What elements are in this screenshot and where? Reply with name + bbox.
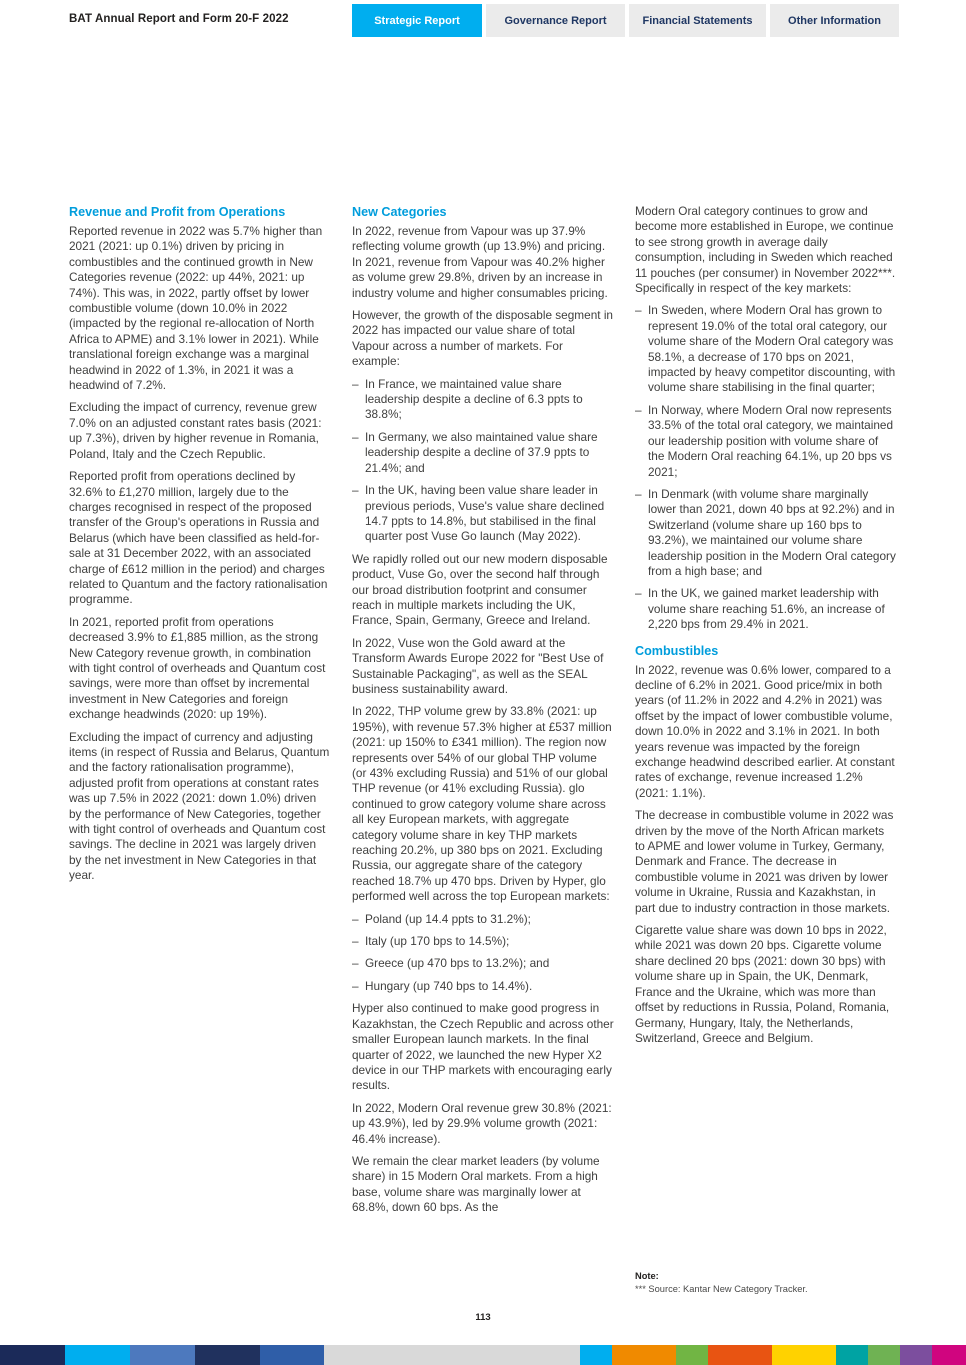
color-bar-segment (868, 1345, 900, 1365)
bullet-text: Hungary (up 740 bps to 14.4%). (365, 978, 533, 993)
bullet-text: Italy (up 170 bps to 14.5%); (365, 934, 510, 949)
paragraph: In 2022, THP volume grew by 33.8% (2021: up 195%), with revenue 57.3% higher at £537 million (2021: up 150% to £341 million). The region now represents over 54% of our global THP volume (or 43% excluding Russia) and 51% of our global THP revenue (or 41% excluding Russia). glo continued to grow category volume share across all key European markets, with aggregate category volume share in key THP markets reaching 20.2%, up 380 bps on 2021. Excluding Russia, our aggregate share of the category reached 18.7% up 470 bps. Driven by Hyper, glo performed well across the top European markets: (352, 704, 612, 904)
paragraph: Modern Oral category continues to grow and become more established in Europe, we continue to see strong growth in average daily consumption, including in Sweden which reached 11 pouches (per consumer) in November 2022***. Specifically in respect of the key markets: (635, 204, 896, 296)
color-bar-segment (260, 1345, 324, 1365)
paragraph: However, the growth of the disposable segment in 2022 has impacted our value share of total Vapour across a number of markets. For example: (352, 308, 613, 369)
footnote-label: Note: (635, 1271, 659, 1281)
paragraph: Reported profit from operations declined by 32.6% to £1,270 million, largely due to the charges recognised in respect of the proposed transfer of the Group's operations in Russia and Belarus (which have been classified as held-for-sale at 31 December 2022, with an associated charge of £612 million in the period) and charges related to Quantum and the factory rationalisation programme. (69, 469, 328, 607)
paragraph: Excluding the impact of currency and adjusting items (in respect of Russia and Belarus, Quantum and the factory rationalisation programme), adjusted profit from operations at constant rates was up 7.5% in 2022 (2021: down 1.0%) driven by the performance of New Categories, together with tight control of overheads and Quantum cost savings. The decline in 2021 was largely driven by the net investment in New Categories in that year. (69, 729, 330, 883)
color-bar-segment (676, 1345, 708, 1365)
bullet-dash: – (352, 911, 359, 926)
color-bar-segment (708, 1345, 772, 1365)
bullet-dash: – (635, 402, 642, 417)
bullet-dash: – (635, 586, 642, 601)
paragraph: In 2022, Vuse won the Gold award at the Transform Awards Europe 2022 for "Best Use of Sustainable Packaging", as well as the SEAL business sustainability award. (352, 635, 604, 696)
color-bar-segment (0, 1345, 65, 1365)
main-content (69, 204, 897, 1223)
tab-strategic-report[interactable]: Strategic Report (352, 4, 482, 37)
bullet-text: In Sweden, where Modern Oral has grown to represent 19.0% of the total oral category, our volume share of the Modern Oral category was 58.1%, a decrease of 170 bps on 2021, impacted by heavy competitor discounting, with volume share stabilising in the final quarter; (648, 303, 896, 395)
section-heading: Combustibles (635, 643, 719, 658)
color-bar-segment (324, 1345, 580, 1365)
paragraph: In 2022, revenue from Vapour was up 37.9% reflecting volume growth (up 13.9%) and pricing. In 2021, revenue from Vapour was 40.2% higher as volume grew 29.8%, driven by an increase in industry volume and higher consumables pricing. (352, 224, 608, 300)
bullet-item (635, 586, 897, 632)
bullet-dash: – (352, 376, 359, 391)
bullet-item (352, 934, 614, 949)
bullet-item (352, 483, 614, 545)
bullet-item (635, 487, 897, 579)
bullet-text: In Germany, we also maintained value share leadership despite a decline of 37.9 ppts to 21.4%; and (365, 429, 598, 475)
paragraph: Reported revenue in 2022 was 5.7% higher than 2021 (2021: up 0.1%) driven by pricing in combustibles and the continued growth in New Categories revenue (2022: up 44%, 2021: up 74%). This was, in 2022, partly offset by lower combustible volume (down 10.0% in 2022 (impacted by the regional re-allocation of North Africa to APME) and 3.1% lower in 2021). While translational foreign exchange was a marginal headwind in 2022 of 1.3%, in 2021 it was a headwind of 7.2%. (69, 224, 323, 393)
paragraph: In 2022, Modern Oral revenue grew 30.8% (2021: up 43.9%), led by 29.9% volume growth (2021: 46.4% increase). (352, 1100, 612, 1146)
bullet-item (635, 403, 897, 480)
column-2 (352, 204, 614, 1223)
bullet-dash: – (352, 429, 359, 444)
bullet-dash: – (352, 956, 359, 971)
section-heading: Revenue and Profit from Operations (69, 205, 286, 219)
paragraph: Excluding the impact of currency, revenue grew 7.0% on an adjusted constant rates basis (2021: up 7.3%), driven by higher revenue in Romania, Poland, Italy and the Czech Republic. (69, 400, 322, 461)
footnote-text: *** Source: Kantar New Category Tracker. (635, 1283, 808, 1294)
bullet-dash: – (352, 934, 359, 949)
color-bar-segment (612, 1345, 676, 1365)
color-bar-segment (580, 1345, 612, 1365)
page-number: 113 (475, 1312, 491, 1323)
bullet-dash: – (352, 978, 359, 993)
paragraph: The decrease in combustible volume in 2022 was driven by the move of the North African markets to APME and lower volume in Turkey, Germany, Denmark and France. The decrease in combustible volume in 2021 was driven by lower volume in Ukraine, Russia and Kazakhstan, in part due to industry contraction in those markets. (635, 808, 894, 915)
color-bar-segment (195, 1345, 260, 1365)
tab-other-information[interactable]: Other Information (770, 4, 899, 37)
column-3 (635, 204, 897, 1223)
bullet-text: In Norway, where Modern Oral now represents 33.5% of the total oral category, we maintained our leadership position with volume share of the Modern Oral reaching 64.1%, up 20 bps vs 2021; (648, 402, 894, 479)
header-tabs (352, 4, 899, 37)
color-bar-segment (900, 1345, 932, 1365)
bullet-dash: – (635, 486, 642, 501)
bullet-item (635, 303, 897, 395)
column-1 (69, 204, 331, 1223)
bullet-text: In the UK, having been value share leader in previous periods, Vuse's value share declined 14.7 ppts to 14.8%, but stabilised in the final quarter post Vuse Go launch (May 2022). (365, 483, 605, 544)
footer-color-bar (0, 1345, 966, 1365)
paragraph: We remain the clear market leaders (by volume share) in 15 Modern Oral markets. From a high base, volume share was marginally lower at 68.8%, down 60 bps. As the (352, 1153, 600, 1215)
bullet-dash: – (635, 303, 642, 318)
bullet-text: In Denmark (with volume share marginally lower than 2021, down 40 bps at 92.2%) and in Switzerland (volume share up 160 bps to 93.2%), we maintained our volume share leadership position in the Modern Oral category from a high base; and (648, 486, 896, 578)
bullet-item (352, 377, 614, 423)
bullet-item (352, 912, 614, 927)
bullet-item (352, 979, 614, 994)
color-bar-segment (130, 1345, 195, 1365)
color-bar-segment (836, 1345, 868, 1365)
bullet-item (352, 430, 614, 476)
paragraph: Cigarette value share was down 10 bps in 2022, while 2021 was down 20 bps. Cigarette volume share declined 20 bps (2021: down 30 bps) with volume share up in Spain, the UK, Denmark, France and the Ukraine, which was more than offset by reductions in Russia, Poland, Romania, Germany, Hungary, Italy, the Netherlands, Switzerland, Greece and Belgium. (635, 923, 890, 1045)
report-title: BAT Annual Report and Form 20-F 2022 (69, 13, 289, 25)
footnote (635, 1270, 897, 1295)
bullet-text: In France, we maintained value share leadership despite a decline of 6.3 ppts to 38.8%; (365, 376, 583, 422)
color-bar-segment (932, 1345, 966, 1365)
page-header (0, 0, 966, 37)
paragraph: In 2021, reported profit from operations decreased 3.9% to £1,885 million, as the strong New Category revenue growth, in combination with tight control of overheads and Quantum cost savings, were more than offset by incremental investment in New Categories and foreign exchange headwinds (2020: up 19%). (69, 614, 326, 722)
bullet-text: In the UK, we gained market leadership with volume share reaching 51.6%, an increase of 2,220 bps from 29.4% in 2021. (648, 586, 885, 632)
section-heading: New Categories (352, 205, 447, 219)
tab-governance-report[interactable]: Governance Report (486, 4, 625, 37)
bullet-item (352, 956, 614, 971)
paragraph: In 2022, revenue was 0.6% lower, compared to a decline of 6.2% in 2021. Good price/mix in both years (of 11.2% in 2022 and 4.2% in 2021) was offset by the impact of lower combustible volume, down 10.0% in 2022 and 3.1% in 2021. In both years revenue was impacted by the foreign exchange headwind described earlier. At constant rates of exchange, revenue increased 1.2% (2021: 1.1%). (635, 662, 895, 800)
bullet-text: Poland (up 14.4 ppts to 31.2%); (365, 911, 531, 926)
color-bar-segment (65, 1345, 130, 1365)
paragraph: We rapidly rolled out our new modern disposable product, Vuse Go, over the second half through our broad distribution footprint and consumer reach in multiple markets including the UK, France, Spain, Germany, Greece and Ireland. (352, 551, 608, 628)
bullet-text: Greece (up 470 bps to 13.2%); and (365, 956, 550, 971)
paragraph: Hyper also continued to make good progress in Kazakhstan, the Czech Republic and across other smaller European launch markets. In the final quarter of 2022, we launched the new Hyper X2 device in our THP markets with encouraging early results. (352, 1001, 614, 1093)
tab-financial-statements[interactable]: Financial Statements (629, 4, 766, 37)
color-bar-segment (772, 1345, 836, 1365)
bullet-dash: – (352, 483, 359, 498)
